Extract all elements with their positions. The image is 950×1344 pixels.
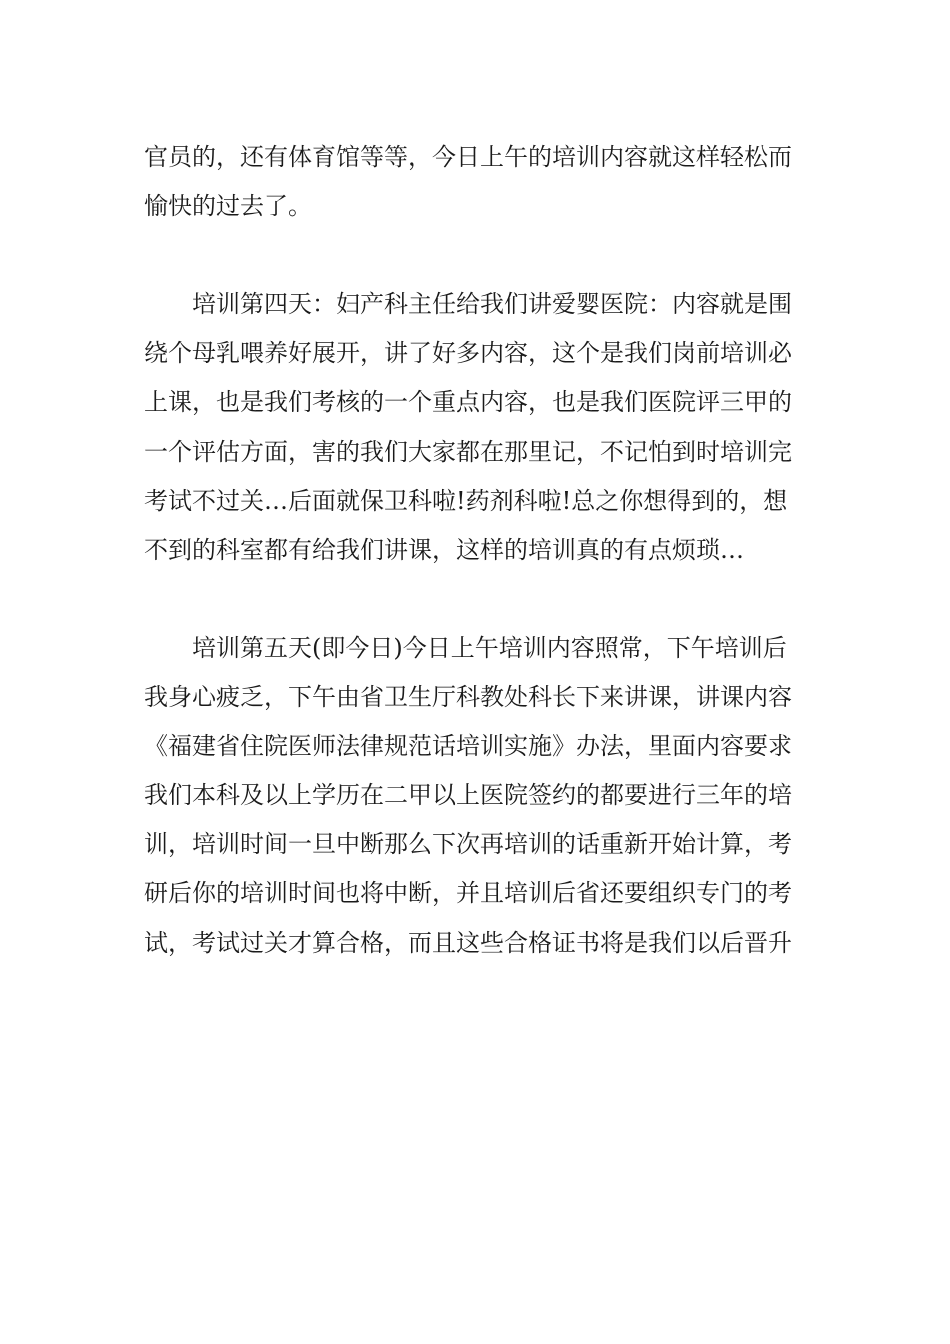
text-line: 研后你的培训时间也将中断，并且培训后省还要组织专门的考	[144, 879, 792, 908]
text-line: 愉快的过去了。	[144, 192, 312, 221]
text-line: 我们本科及以上学历在二甲以上医院签约的都要进行三年的培	[144, 781, 792, 810]
text-line: 考试不过关…后面就保卫科啦!药剂科啦!总之你想得到的，想	[144, 486, 788, 515]
text-line: 官员的，还有体育馆等等，今日上午的培训内容就这样轻松而	[144, 143, 792, 171]
text-line: 一个评估方面，害的我们大家都在那里记，不记怕到时培训完	[144, 437, 792, 466]
text-line: 上课，也是我们考核的一个重点内容，也是我们医院评三甲的	[144, 388, 792, 417]
spacer-line	[144, 575, 808, 624]
paragraph-start-line: 培训第五天(即今日)今日上午培训内容照常，下午培训后	[192, 633, 787, 662]
paragraph-start-line: 培训第四天：妇产科主任给我们讲爱婴医院：内容就是围	[192, 290, 792, 319]
text-line: 训，培训时间一旦中断那么下次再培训的话重新开始计算，考	[144, 830, 792, 859]
spacer-line	[144, 231, 808, 280]
text-line: 绕个母乳喂养好展开，讲了好多内容，这个是我们岗前培训必	[144, 339, 792, 368]
text-line: 试，考试过关才算合格，而且这些合格证书将是我们以后晋升	[144, 928, 792, 957]
text-line: 《福建省住院医师法律规范话培训实施》办法，里面内容要求	[144, 732, 792, 761]
text-line: 不到的科室都有给我们讲课，这样的培训真的有点烦琐…	[144, 535, 744, 564]
text-line: 我身心疲乏，下午由省卫生厅科教处科长下来讲课，讲课内容	[144, 683, 792, 712]
body-text	[144, 133, 808, 968]
